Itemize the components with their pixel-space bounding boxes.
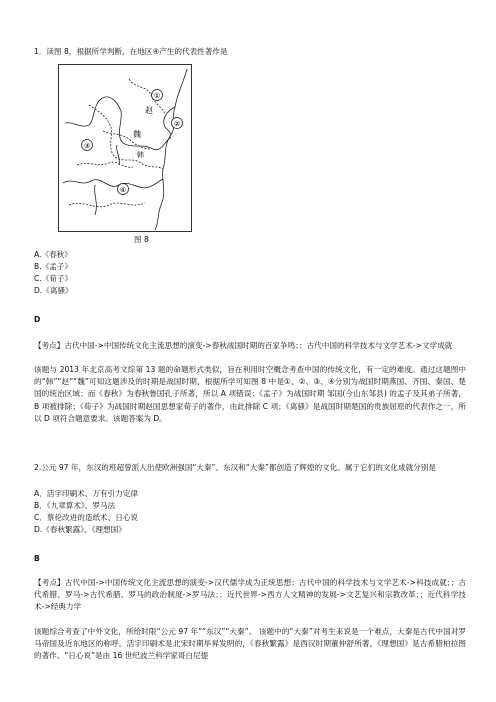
q2-option-d: D.《春秋繁露》、《理想国》 — [34, 525, 126, 534]
yellow-river — [65, 97, 171, 150]
q2-option-b: B．《九章算术》、罗马法 — [34, 501, 116, 510]
state-border — [77, 162, 133, 167]
q2-option-c: C．蔡伦改进的造纸术、日心说 — [34, 513, 139, 522]
china-warring-states-map — [58, 64, 192, 232]
q1-option-d: D.《离骚》 — [34, 286, 73, 295]
q2-stem: 2.公元 97 年，东汉的班超曾派人出使欧洲强国“大秦”。东汉和“大秦”都创造了辉煌的文化。属于它们的文化成就分别是 — [34, 463, 436, 472]
q1-explanation: 该题与 2013 年北京高考文综第 13 题的命题形式类似，旨在利用时空概念考查中国的传统文化，有一定的难度。通过这题图中的“韩”“赵”“魏”可知这题涉及的时期是战国时期，根据所学可知图 8 中是①、②、③、④分别为战国时期燕国、齐国、秦国、楚国的统治区域；而《春秋》为春秋鲁国孔子所著，所以 A 项错误；《孟子》为战国时期 邹国(今山东邹县) 的孟子及其弟子所著， B 项被排除；《荀子》为战国时期赵国思想家荀子的著作，由此排除 C 项；《离骚》是战国时期楚国的贵族屈原的代表作之一，所以 D 项符合题意要求。该题答案为 D。 — [34, 365, 466, 423]
q1-option-b: B.《孟子》 — [34, 262, 72, 271]
map-label-1: ① — [153, 91, 161, 100]
q1-option-a: A.《春秋》 — [34, 250, 72, 259]
map-caption: 图 8 — [134, 235, 149, 244]
state-border — [69, 203, 145, 207]
q2-explanation: 该题综合考查了中外文化，所给时限“公元 97 年”“东汉”“大秦”。 该题中的“大秦”对考生来说是一个难点，大秦是古代中国对罗马帝国及近东地区的称呼。活字印刷术是北宋时期毕昇发明的，《春秋繁露》是西汉时期董仲舒所著，《理想国》是古希腊柏拉图的著作。“日心说”是由 16 世纪波兰科学家哥白尼提 — [34, 627, 466, 661]
q1-answer: D — [34, 315, 41, 324]
q1-analysis: 【考点】古代中国->中国传统文化主流思想的演变->春秋战国时期的百家争鸣；；古代中国的科学技术与文学艺术->文学成就 — [34, 341, 453, 350]
q1-option-c: C.《荀子》 — [34, 274, 73, 283]
map-label-4: ④ — [119, 185, 127, 194]
map-drawing — [59, 65, 191, 231]
river — [95, 185, 97, 215]
q2-option-a: A．活字印刷术、万有引力定律 — [34, 489, 138, 498]
map-label-han: 韩 — [137, 151, 144, 159]
river — [117, 145, 120, 165]
map-label-wei: 魏 — [133, 130, 141, 139]
yangtze-river — [63, 179, 163, 188]
q2-answer: B — [34, 554, 40, 563]
map-label-3: ③ — [83, 141, 91, 150]
map-label-2: ② — [173, 119, 181, 128]
q2-analysis: 【考点】古代中国->中国传统文化主流思想的演变->汉代儒学成为正统思想；古代中国的科学技术与文学艺术->科技成就；；古代希腊、罗马->古代希腊、罗马的政治制度->罗马法；；近代世界->西方人文精神的发展->文艺复兴和宗教改革；；近代科学技术->经典力学 — [34, 578, 466, 612]
q1-stem: 1．读图 8，根据所学判断，在地区④产生的代表性著作是 — [34, 47, 228, 56]
map-label-zhao: 赵 — [145, 106, 153, 115]
